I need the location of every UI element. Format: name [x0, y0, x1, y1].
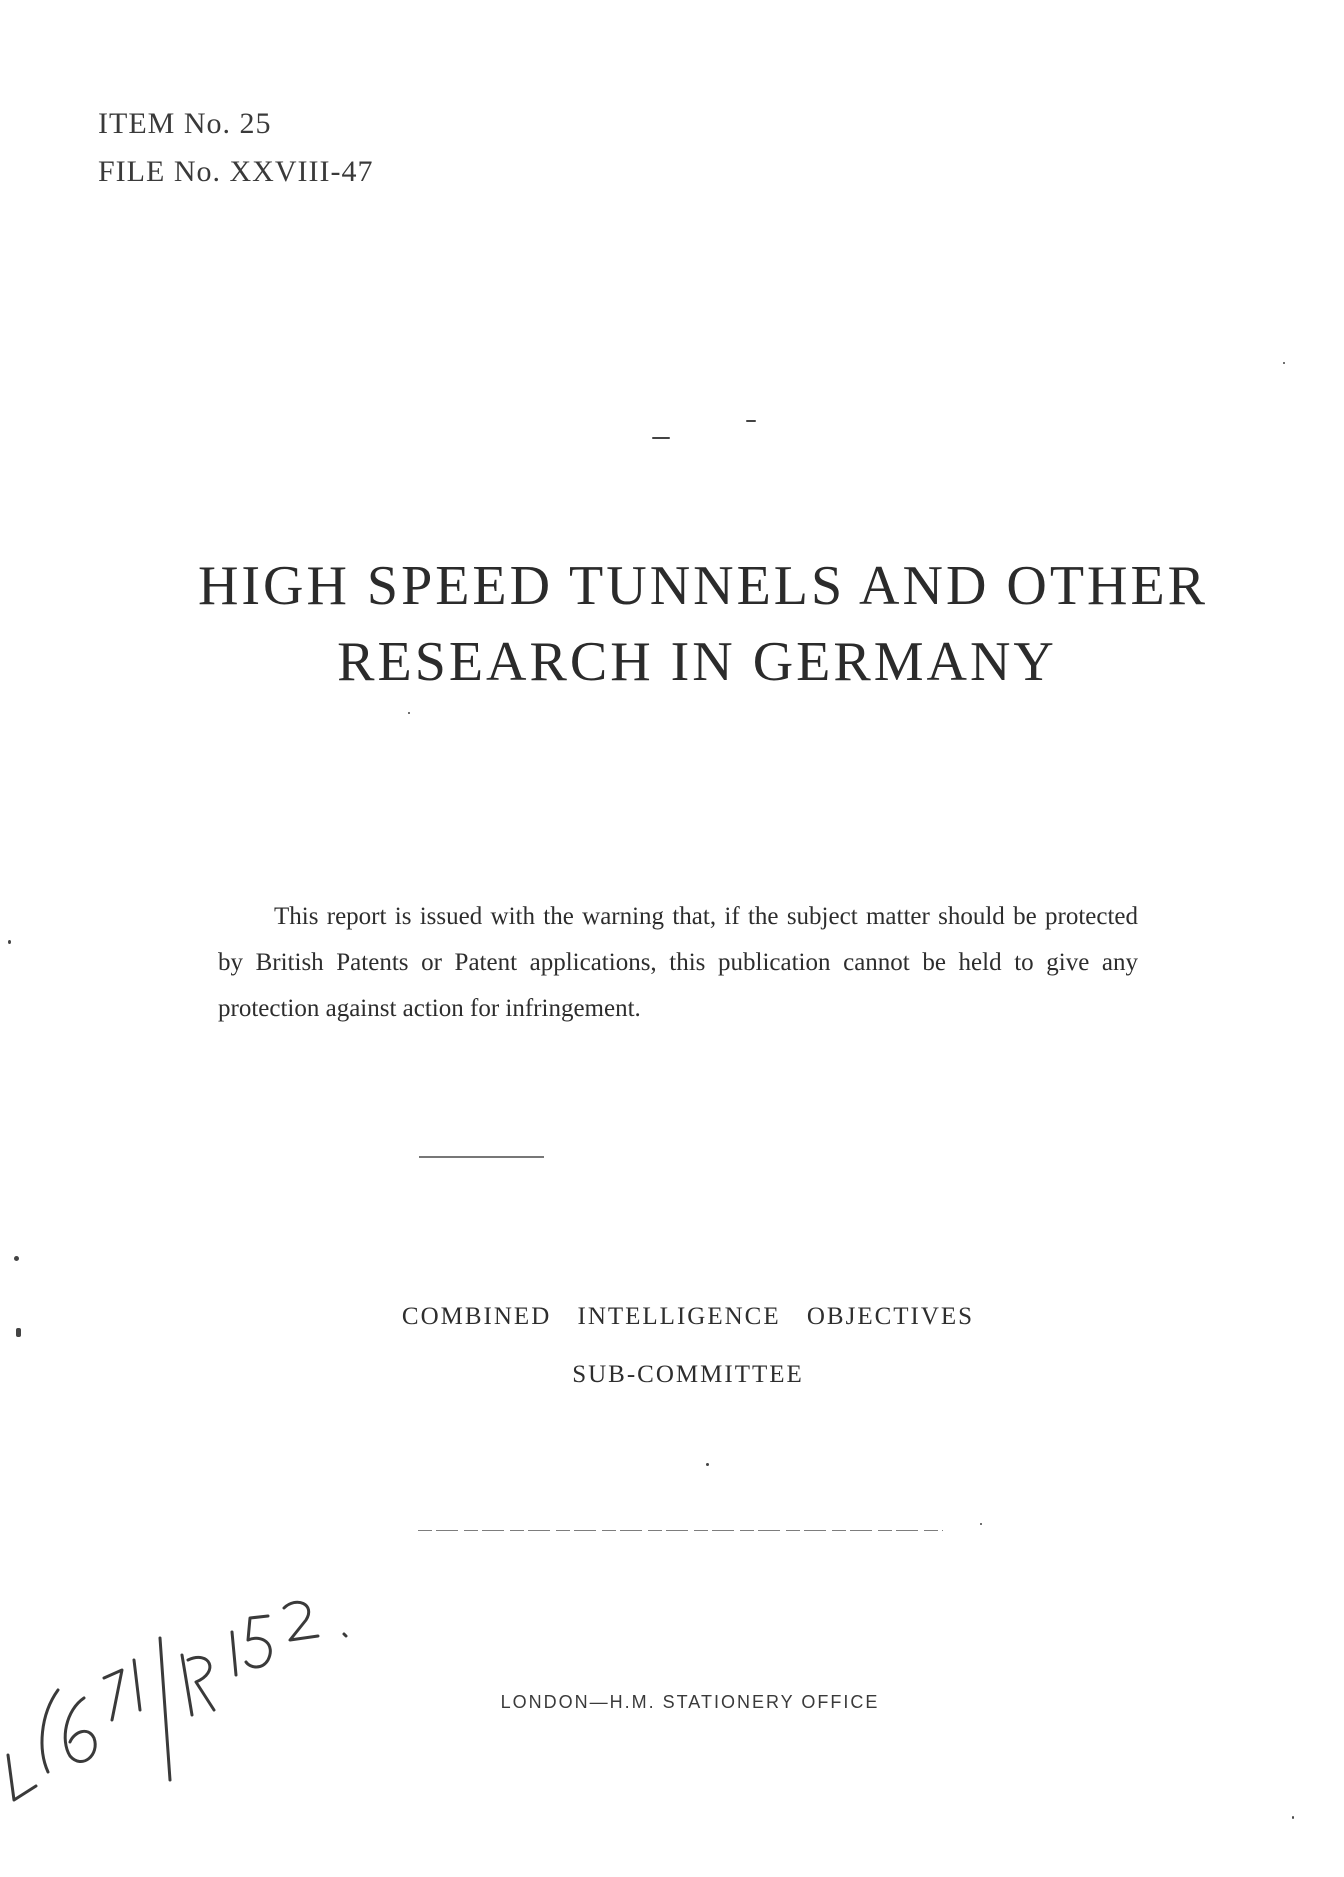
scan-speck — [16, 1328, 21, 1337]
title-line-1: HIGH SPEED TUNNELS AND OTHER — [197, 555, 1209, 617]
scan-speck — [8, 940, 11, 944]
item-number: ITEM No. 25 — [98, 107, 272, 140]
scan-speck — [14, 1256, 19, 1261]
scan-speck — [408, 712, 410, 714]
committee-line-2: SUB-COMMITTEE — [572, 1361, 804, 1388]
publisher-line: LONDON—H.M. STATIONERY OFFICE — [500, 1692, 880, 1712]
scan-speck — [1283, 362, 1285, 364]
file-number: FILE No. XXVIII-47 — [98, 155, 374, 188]
document-title — [0, 548, 1344, 700]
title-line-2: RESEARCH IN GERMANY — [337, 631, 1057, 693]
patent-warning-paragraph — [218, 894, 1138, 1032]
committee-name — [0, 1288, 1344, 1404]
scan-speck — [1292, 1816, 1294, 1819]
divider-short — [419, 1156, 544, 1158]
scan-speck — [980, 1523, 982, 1525]
scan-speck — [652, 437, 670, 439]
handwritten-catalogue-mark — [0, 1550, 380, 1820]
item-file-reference — [98, 100, 373, 196]
committee-line-1: COMBINED INTELLIGENCE OBJECTIVES — [401, 1303, 975, 1330]
patent-warning-text: This report is issued with the warning that, if the subject matter should be protected by British Patents or Patent applications, this publication cannot be held to give any protection against action for infringement. — [218, 903, 1138, 1022]
scan-speck — [706, 1463, 709, 1466]
scan-speck — [746, 420, 756, 422]
divider-long — [418, 1530, 943, 1531]
